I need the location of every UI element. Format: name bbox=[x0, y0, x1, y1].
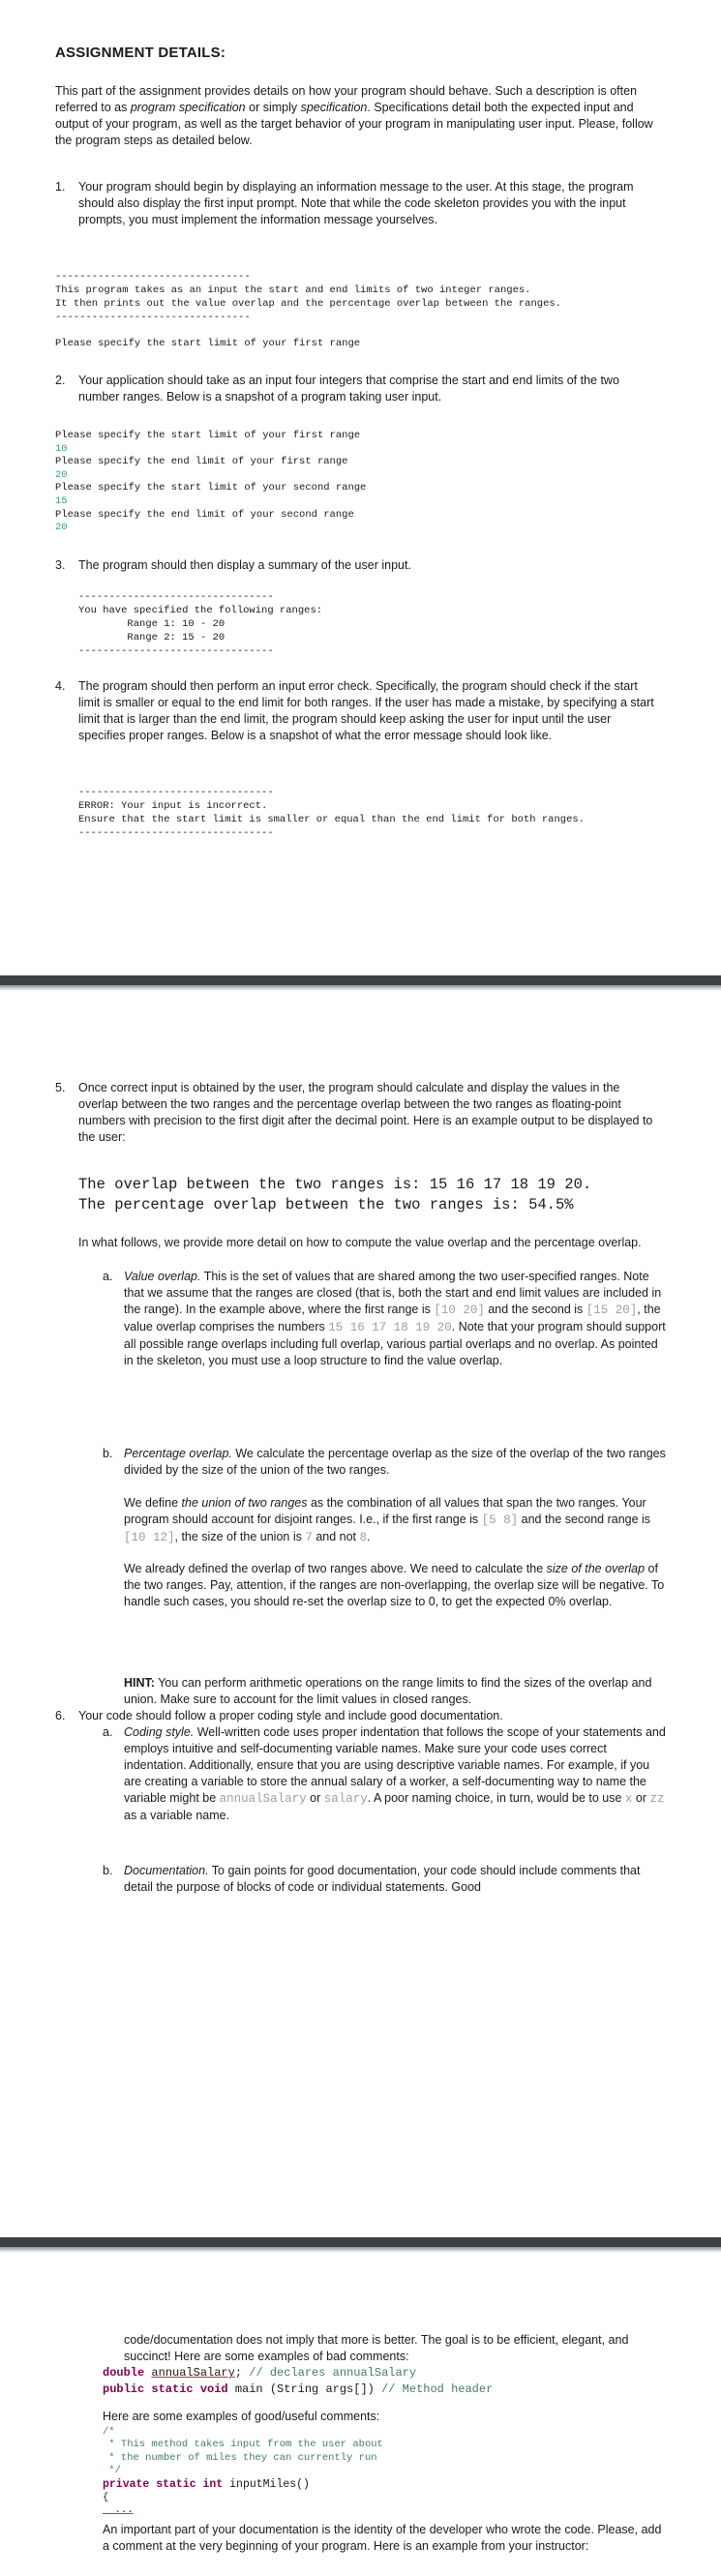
step-6b-letter: b. bbox=[103, 1864, 113, 1877]
hint-paragraph: HINT: You can perform arithmetic operations on the range limits to find the sizes of the overlap and union. Make sure to account for the limit values in closed ranges. bbox=[124, 1676, 652, 1706]
percentage-overlap-paragraph: Percentage overlap. We calculate the percentage overlap as the size of the overlap of the two ranges divided by the size of the union of the two ranges. bbox=[124, 1447, 666, 1477]
page-separator-2 bbox=[0, 2237, 721, 2247]
step-3-text: The program should then display a summary of the user input. bbox=[78, 558, 411, 572]
step-5b-letter: b. bbox=[103, 1447, 113, 1460]
step-2-code: Please specify the start limit of your first range 10 Please specify the end limit of your first range 20 Please specify the start limit of your second range 15 Please specify the end limit of your second range 20 bbox=[55, 430, 367, 534]
bad-comments-code: double annualSalary; // declares annualSalary public static void main (String args[]) // Method header bbox=[103, 2366, 494, 2396]
step-1-text: Your program should begin by displaying an information message to the user. At this stage, the program should also display the first input prompt. Note that while the code skeleton provides you with the input prompts, you must implement the information message yourselves. bbox=[78, 180, 634, 226]
intro-paragraph: This part of the assignment provides details on how your program should behave. Such a description is often referred to as program specification or simply specification. Specifications detail both the expected input and output of your program, as well as the target behavior of your program in manipulating user input. Please, follow the program steps as detailed below. bbox=[55, 84, 653, 147]
union-paragraph: We define the union of two ranges as the combination of all values that span the two ranges. Your program should account for disjoint ranges. I.e., if the first range is [5 8] and the second range is [10 12], the size of the union is 7 and not 8. bbox=[124, 1496, 651, 1544]
coding-style-paragraph: Coding style. Well-written code uses proper indentation that follows the scope of your statements and employs intuitive and self-documenting variable names. Make sure your code uses correct indentation. Additionally, ensure that you are using descriptive variable names. For example, if you are creating a variable to store the annual salary of a worker, a self-documenting way to name the variable might be annualSalary or salary. A poor naming choice, in turn, would be to use x or zz as a variable name. bbox=[124, 1725, 666, 1822]
step-5-text: Once correct input is obtained by the user, the program should calculate and display the values in the overlap between the two ranges and the percentage overlap between the two ranges as floating-point numbers with precision to the first digit after the decimal point. Here is an example output to be displayed to the user: bbox=[78, 1081, 653, 1144]
good-comments-code: /* * This method takes input from the user about * the number of miles they can currently run */ private static int inputMiles() { ... bbox=[103, 2426, 383, 2517]
documentation-continued: code/documentation does not imply that more is better. The goal is to be efficient, elegant, and succinct! Here are some examples of bad comments: bbox=[124, 2333, 629, 2363]
step-3-code: -------------------------------- You have specified the following ranges: Range 1: 10 - 20 Range 2: 15 - 20 -------------------------------- bbox=[78, 591, 323, 657]
value-overlap-paragraph: Value overlap. This is the set of values that are shared among the two user-specified ranges. Note that we assume that the ranges are closed (that is, both the start and end limit values are included in the range). In the example above, where the first range is [10 20] and the second is [15 20], the value overlap comprises the numbers 15 16 17 18 19 20. Note that your program should support all possible range overlaps including full overlap, various partial overlaps and no overlap. As pointed in the skeleton, you must use a loop structure to find the value overlap. bbox=[124, 1270, 666, 1367]
step-1-number: 1. bbox=[55, 180, 66, 194]
step-1-code: -------------------------------- This program takes as an input the start and end limits of two integer ranges. It then prints out the value overlap and the percentage overlap between the ranges. -------------------------------- bbox=[55, 271, 561, 323]
step-1-prompt: Please specify the start limit of your first range bbox=[55, 338, 361, 349]
page-2 bbox=[0, 991, 721, 2237]
step-2-number: 2. bbox=[55, 374, 66, 387]
page-3 bbox=[0, 2253, 721, 2576]
step-6-text: Your code should follow a proper coding style and include good documentation. bbox=[78, 1709, 503, 1722]
page-title: ASSIGNMENT DETAILS: bbox=[55, 45, 226, 61]
documentation-paragraph: Documentation. To gain points for good documentation, your code should include comments that detail the purpose of blocks of code or individual statements. Good bbox=[124, 1864, 641, 1894]
good-comments-intro: Here are some examples of good/useful comments: bbox=[103, 2410, 380, 2423]
page-separator-1 bbox=[0, 975, 721, 985]
step-2-text: Your application should take as an input four integers that comprise the start and end limits of the two number ranges. Below is a snapshot of a program taking user input. bbox=[78, 374, 619, 404]
detail-intro: In what follows, we provide more detail on how to compute the value overlap and the percentage overlap. bbox=[78, 1236, 642, 1249]
step-6a-letter: a. bbox=[103, 1725, 113, 1739]
step-5-number: 5. bbox=[55, 1081, 66, 1094]
closing-paragraph: An important part of your documentation is the identity of the developer who wrote the code. Please, add a comment at the very beginning of your program. Here is an example from your instructor: bbox=[103, 2523, 662, 2553]
step-4-code: -------------------------------- ERROR: Your input is incorrect. Ensure that the start limit is smaller or equal than the end limit for both ranges. -------------------------------- bbox=[78, 787, 585, 839]
step-4-text: The program should then perform an input error check. Specifically, the program should check if the start limit is smaller or equal to the end limit for both ranges. If the user has made a mistake, by specifying a start limit that is larger than the end limit, the program should keep asking the user for input until the user specifies proper ranges. Below is a snapshot of what the error message should look like. bbox=[78, 679, 654, 742]
step-6-number: 6. bbox=[55, 1709, 66, 1722]
page-1 bbox=[0, 0, 721, 975]
overlap-size-paragraph: We already defined the overlap of two ranges above. We need to calculate the size of the overlap of the two ranges. Pay, attention, if the ranges are non-overlapping, the overlap size will be negative. To handle such cases, you should re-set the overlap size to 0, to get the expected 0% overlap. bbox=[124, 1562, 665, 1608]
step-5a-letter: a. bbox=[103, 1270, 113, 1283]
overlap-output: The overlap between the two ranges is: 15 16 17 18 19 20. The percentage overlap between the two ranges is: 54.5% bbox=[78, 1176, 592, 1213]
step-4-number: 4. bbox=[55, 679, 66, 693]
step-3-number: 3. bbox=[55, 558, 66, 572]
